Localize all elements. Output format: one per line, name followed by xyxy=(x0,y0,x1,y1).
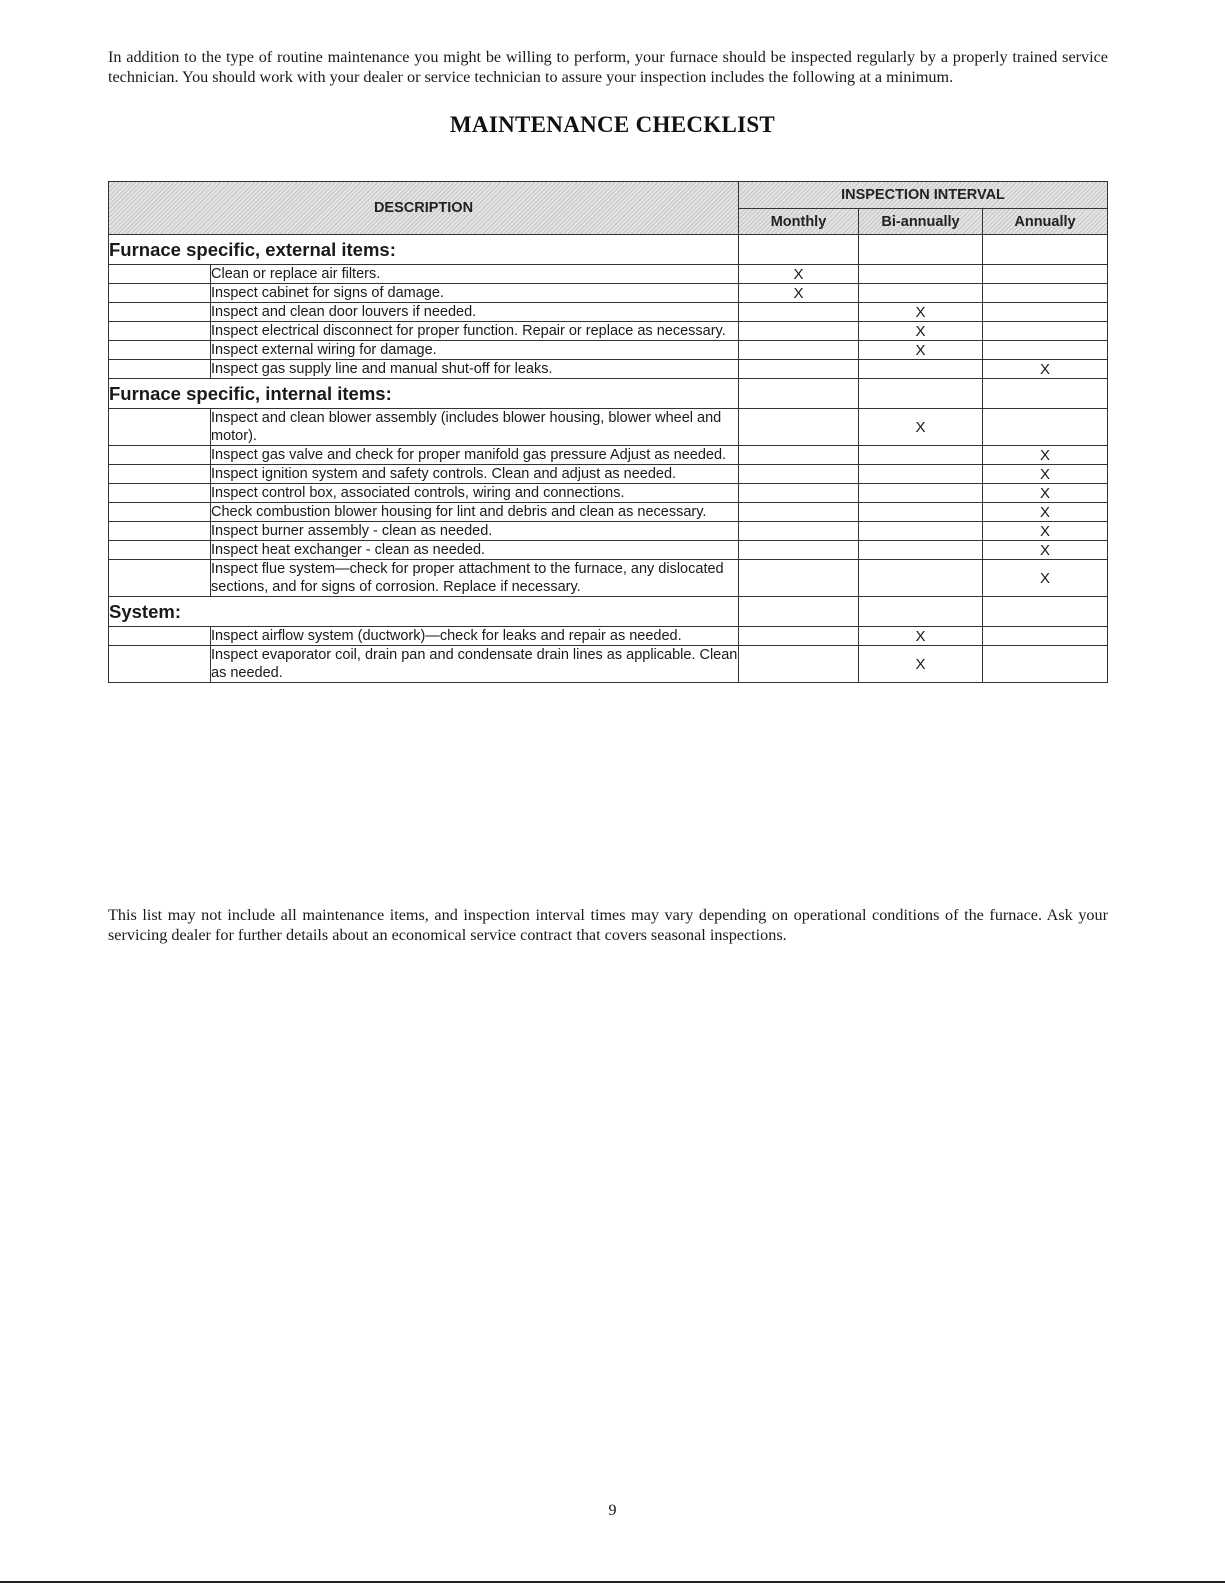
indent-cell xyxy=(109,560,211,597)
indent-cell xyxy=(109,341,211,360)
bi-annually-mark xyxy=(859,284,983,303)
table-row xyxy=(109,341,1108,360)
indent-cell xyxy=(109,541,211,560)
table-row xyxy=(109,560,1108,597)
table-row xyxy=(109,322,1108,341)
annually-mark xyxy=(983,284,1108,303)
table-row xyxy=(109,360,1108,379)
indent-cell xyxy=(109,503,211,522)
annually-mark: X xyxy=(983,360,1108,379)
monthly-mark xyxy=(739,522,859,541)
indent-cell xyxy=(109,522,211,541)
bi-annually-mark xyxy=(859,446,983,465)
bi-annually-mark xyxy=(859,560,983,597)
item-description: Inspect airflow system (ductwork)—check for leaks and repair as needed. xyxy=(211,627,739,646)
bi-annually-mark: X xyxy=(859,322,983,341)
monthly-mark: X xyxy=(739,284,859,303)
table-row xyxy=(109,541,1108,560)
indent-cell xyxy=(109,484,211,503)
empty-cell xyxy=(859,379,983,409)
item-description: Clean or replace air filters. xyxy=(211,265,739,284)
checklist-body xyxy=(109,235,1108,683)
monthly-column-header: Monthly xyxy=(739,209,859,235)
item-description: Inspect flue system—check for proper attachment to the furnace, any dislocated sections, and for signs of corrosion. Replace if necessary. xyxy=(211,560,739,597)
empty-cell xyxy=(859,235,983,265)
monthly-mark xyxy=(739,360,859,379)
bottom-rule xyxy=(0,1581,1225,1583)
monthly-mark xyxy=(739,646,859,683)
empty-cell xyxy=(983,235,1108,265)
section-title: System: xyxy=(109,597,739,627)
section-header-row xyxy=(109,597,1108,627)
bi-annually-mark: X xyxy=(859,409,983,446)
bi-annually-column-header: Bi-annually xyxy=(859,209,983,235)
item-description: Inspect external wiring for damage. xyxy=(211,341,739,360)
table-row xyxy=(109,265,1108,284)
empty-cell xyxy=(983,597,1108,627)
table-row xyxy=(109,646,1108,683)
table-row xyxy=(109,503,1108,522)
section-header-row xyxy=(109,235,1108,265)
empty-cell xyxy=(983,379,1108,409)
indent-cell xyxy=(109,284,211,303)
annually-mark xyxy=(983,303,1108,322)
monthly-mark xyxy=(739,446,859,465)
annually-mark xyxy=(983,322,1108,341)
bi-annually-mark: X xyxy=(859,303,983,322)
item-description: Check combustion blower housing for lint and debris and clean as necessary. xyxy=(211,503,739,522)
indent-cell xyxy=(109,303,211,322)
indent-cell xyxy=(109,265,211,284)
empty-cell xyxy=(739,379,859,409)
table-row xyxy=(109,409,1108,446)
intro-paragraph: In addition to the type of routine maintenance you might be willing to perform, your furnace should be inspected regularly by a properly trained service technician. You should work with your dealer or service technician to assure your inspection includes the following at a minimum. xyxy=(108,48,1108,86)
bi-annually-mark xyxy=(859,503,983,522)
empty-cell xyxy=(739,597,859,627)
table-row xyxy=(109,446,1108,465)
indent-cell xyxy=(109,360,211,379)
table-row xyxy=(109,484,1108,503)
table-row xyxy=(109,522,1108,541)
annually-mark xyxy=(983,341,1108,360)
item-description: Inspect control box, associated controls, wiring and connections. xyxy=(211,484,739,503)
annually-mark: X xyxy=(983,446,1108,465)
description-header: DESCRIPTION xyxy=(109,182,739,235)
indent-cell xyxy=(109,409,211,446)
monthly-mark xyxy=(739,341,859,360)
annually-mark xyxy=(983,627,1108,646)
bi-annually-mark xyxy=(859,541,983,560)
empty-cell xyxy=(739,235,859,265)
table-row xyxy=(109,627,1108,646)
item-description: Inspect electrical disconnect for proper function. Repair or replace as necessary. xyxy=(211,322,739,341)
table-row xyxy=(109,284,1108,303)
item-description: Inspect and clean blower assembly (includes blower housing, blower wheel and motor). xyxy=(211,409,739,446)
section-title: Furnace specific, internal items: xyxy=(109,379,739,409)
bi-annually-mark: X xyxy=(859,646,983,683)
indent-cell xyxy=(109,646,211,683)
page-title: MAINTENANCE CHECKLIST xyxy=(449,112,776,137)
item-description: Inspect and clean door louvers if needed. xyxy=(211,303,739,322)
indent-cell xyxy=(109,465,211,484)
bi-annually-mark xyxy=(859,484,983,503)
annually-mark xyxy=(983,409,1108,446)
closing-paragraph: This list may not include all maintenance items, and inspection interval times may vary depending on operational conditions of the furnace. Ask your servicing dealer for further details about an economical service contract that covers seasonal inspections. xyxy=(108,906,1108,944)
empty-cell xyxy=(859,597,983,627)
monthly-mark xyxy=(739,503,859,522)
monthly-mark xyxy=(739,303,859,322)
indent-cell xyxy=(109,446,211,465)
item-description: Inspect ignition system and safety controls. Clean and adjust as needed. xyxy=(211,465,739,484)
indent-cell xyxy=(109,627,211,646)
bi-annually-mark: X xyxy=(859,627,983,646)
annually-mark xyxy=(983,646,1108,683)
item-description: Inspect gas supply line and manual shut-off for leaks. xyxy=(211,360,739,379)
table-row xyxy=(109,303,1108,322)
monthly-mark xyxy=(739,465,859,484)
monthly-mark xyxy=(739,541,859,560)
item-description: Inspect heat exchanger - clean as needed. xyxy=(211,541,739,560)
monthly-mark xyxy=(739,409,859,446)
annually-mark: X xyxy=(983,465,1108,484)
maintenance-checklist-table xyxy=(108,181,1108,683)
item-description: Inspect gas valve and check for proper manifold gas pressure Adjust as needed. xyxy=(211,446,739,465)
bi-annually-mark: X xyxy=(859,341,983,360)
monthly-mark xyxy=(739,484,859,503)
table-row xyxy=(109,465,1108,484)
monthly-mark xyxy=(739,627,859,646)
item-description: Inspect burner assembly - clean as needed. xyxy=(211,522,739,541)
annually-mark: X xyxy=(983,503,1108,522)
item-description: Inspect cabinet for signs of damage. xyxy=(211,284,739,303)
bi-annually-mark xyxy=(859,265,983,284)
annually-mark xyxy=(983,265,1108,284)
monthly-mark xyxy=(739,322,859,341)
item-description: Inspect evaporator coil, drain pan and condensate drain lines as applicable. Clean as needed. xyxy=(211,647,738,681)
monthly-mark: X xyxy=(739,265,859,284)
section-title: Furnace specific, external items: xyxy=(109,235,739,265)
annually-mark: X xyxy=(983,560,1108,597)
page-number: 9 xyxy=(608,1502,617,1519)
bi-annually-mark xyxy=(859,522,983,541)
bi-annually-mark xyxy=(859,465,983,484)
monthly-mark xyxy=(739,560,859,597)
annually-mark: X xyxy=(983,522,1108,541)
bi-annually-mark xyxy=(859,360,983,379)
annually-mark: X xyxy=(983,541,1108,560)
indent-cell xyxy=(109,322,211,341)
annually-column-header: Annually xyxy=(983,209,1108,235)
section-header-row xyxy=(109,379,1108,409)
annually-mark: X xyxy=(983,484,1108,503)
inspection-interval-header: INSPECTION INTERVAL xyxy=(739,182,1108,209)
